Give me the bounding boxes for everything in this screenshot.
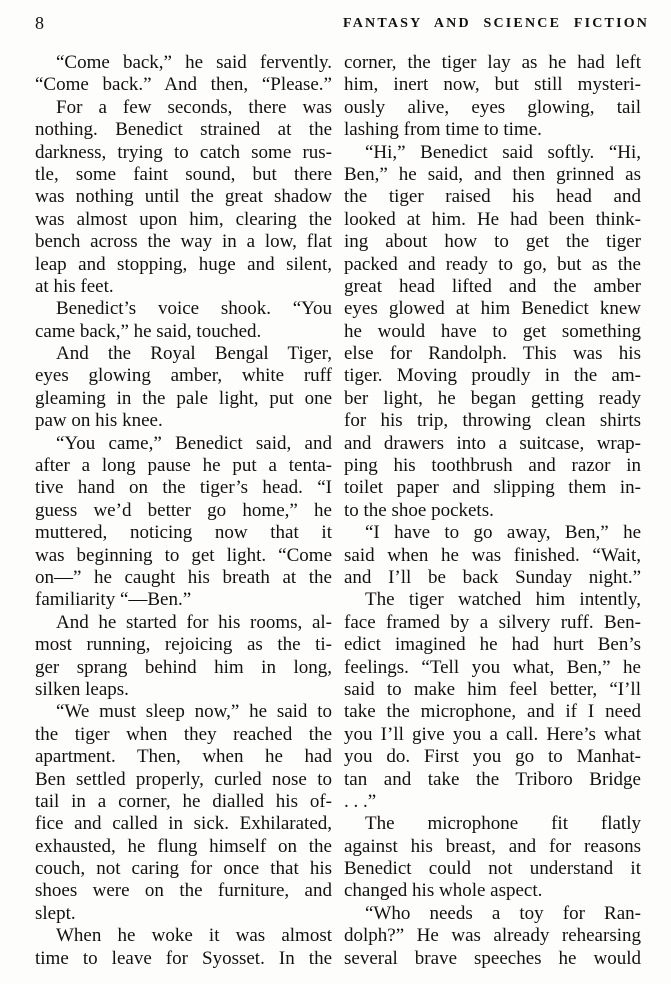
- paragraph: [344, 589, 641, 813]
- text-line: eyes glowing amber, white ruff: [35, 365, 332, 387]
- text-line: on—” he caught his breath at the: [35, 566, 332, 588]
- text-line: ping his toothbrush and razor in: [344, 455, 641, 477]
- text-line: corner, the tiger lay as he had left: [344, 52, 641, 73]
- text-line: was beginning to get light. “Come: [35, 544, 332, 566]
- text-line: most running, rejoicing as the ti-: [35, 634, 332, 656]
- text-line: ger sprang behind him in long,: [35, 656, 332, 678]
- text-line: time to leave for Syosset. In the: [35, 947, 332, 969]
- text-line: And he started for his rooms, al-: [56, 611, 332, 633]
- paragraph: [344, 142, 641, 523]
- text-line: And the Royal Bengal Tiger,: [56, 343, 332, 365]
- text-line: shoes were on the furniture, and: [35, 880, 332, 902]
- text-line: “We must sleep now,” he said to: [56, 701, 332, 723]
- text-line: . . .”: [344, 790, 377, 812]
- text-line: leap and stopping, huge and silent,: [35, 253, 332, 275]
- text-line: to the shoe pockets.: [344, 499, 494, 521]
- text-line: ing about how to get the tiger: [344, 231, 641, 253]
- text-line: changed his whole aspect.: [344, 880, 543, 902]
- text-line: lashing from time to time.: [344, 119, 542, 141]
- text-line: silken leaps.: [35, 678, 129, 700]
- text-line: Benedict could not understand it: [344, 858, 641, 880]
- text-line: “I have to go away, Ben,” he: [365, 522, 641, 544]
- text-line: him, inert now, but still mysteri-: [344, 74, 641, 96]
- text-line: you do. First you go to Manhat-: [344, 746, 641, 768]
- paragraph: [35, 925, 332, 970]
- text-line: he would have to get something: [344, 320, 641, 342]
- text-line: came back,” he said, touched.: [35, 320, 262, 342]
- text-line: Ben,” he said, and then grinned as: [344, 163, 641, 185]
- text-line: “Hi,” Benedict said softly. “Hi,: [365, 141, 641, 163]
- text-line: was nothing until the great shadow: [35, 186, 332, 208]
- text-line: apartment. Then, when he had: [35, 746, 332, 768]
- paragraph: [35, 52, 332, 97]
- text-line: tiger. Moving proudly in the am-: [344, 365, 641, 387]
- paragraph: [344, 52, 641, 142]
- text-line: “You came,” Benedict said, and: [56, 432, 332, 454]
- text-line: Ben settled properly, curled nose to: [35, 768, 332, 790]
- text-line: tan and take the Triboro Bridge: [344, 768, 641, 790]
- text-line: was almost upon him, clearing the: [35, 208, 332, 230]
- text-line: eyes glowed at him Benedict knew: [344, 298, 641, 320]
- text-line: said when he was finished. “Wait,: [344, 544, 641, 566]
- text-line: feelings. “Tell you what, Ben,” he: [344, 656, 641, 678]
- paragraph: [35, 298, 332, 343]
- text-line: dolph?” He was already rehearsing: [344, 925, 641, 947]
- paragraph: [35, 97, 332, 299]
- text-line: toilet paper and slipping them in-: [344, 477, 641, 499]
- paragraph: [344, 522, 641, 589]
- text-line: The tiger watched him intently,: [365, 589, 641, 611]
- text-line: against his breast, and for reasons: [344, 835, 641, 857]
- text-line: packed and ready to go, but as the: [344, 253, 641, 275]
- paragraph: [344, 813, 641, 903]
- text-line: nothing. Benedict strained at the: [35, 119, 332, 141]
- text-line: the tiger when they reached the: [35, 723, 332, 745]
- text-line: “Come back.” And then, “Please.”: [35, 74, 332, 96]
- text-line: paw on his knee.: [35, 410, 163, 432]
- text-line: familiarity “—Ben.”: [35, 589, 192, 611]
- text-line: tail in a corner, he dialled his of-: [35, 790, 332, 812]
- text-line: couch, not caring for once that his: [35, 858, 332, 880]
- text-line: looked at him. He had been think-: [344, 208, 641, 230]
- text-line: slept.: [35, 902, 76, 924]
- text-line: edict imagined he had hurt Ben’s: [344, 634, 641, 656]
- text-line: after a long pause he put a tenta-: [35, 455, 332, 477]
- text-line: take the microphone, and if I need: [344, 701, 641, 723]
- column-left: [35, 52, 332, 970]
- paragraph: [35, 612, 332, 702]
- text-line: The microphone fit flatly: [365, 813, 641, 835]
- text-line: tive hand on the tiger’s head. “I: [35, 477, 332, 499]
- text-line: fice and called in sick. Exhilarated,: [35, 813, 332, 835]
- text-line: ber light, he began getting ready: [344, 387, 641, 409]
- text-line: muttered, noticing now that it: [35, 522, 332, 544]
- text-line: darkness, trying to catch some rus-: [35, 141, 332, 163]
- text-line: great head lifted and the amber: [344, 275, 641, 297]
- running-header: FANTASY AND SCIENCE FICTION: [343, 16, 650, 31]
- text-line: said to make him feel better, “I’ll: [344, 678, 641, 700]
- text-line: When he woke it was almost: [56, 925, 332, 947]
- text-line: “Who needs a toy for Ran-: [365, 902, 641, 924]
- text-line: and I’ll be back Sunday night.”: [344, 566, 641, 588]
- text-line: exhausted, he flung himself on the: [35, 835, 332, 857]
- paragraph: [35, 701, 332, 925]
- column-right: [344, 52, 641, 970]
- text-line: tle, some faint sound, but there: [35, 163, 332, 185]
- text-line: several brave speeches he would: [344, 947, 641, 969]
- text-line: bench across the way in a low, flat: [35, 231, 332, 253]
- text-line: else for Randolph. This was his: [344, 343, 641, 365]
- text-line: and drawers into a suitcase, wrap-: [344, 432, 641, 454]
- text-line: at his feet.: [35, 275, 114, 297]
- text-line: Benedict’s voice shook. “You: [56, 298, 332, 320]
- text-line: For a few seconds, there was: [56, 96, 332, 118]
- text-line: gleaming in the pale light, put one: [35, 387, 332, 409]
- text-line: ously alive, eyes glowing, tail: [344, 96, 641, 118]
- paragraph: [35, 433, 332, 612]
- paragraph: [344, 903, 641, 970]
- text-line: face framed by a silvery ruff. Ben-: [344, 611, 641, 633]
- text-line: the tiger raised his head and: [344, 186, 641, 208]
- text-line: you I’ll give you a call. Here’s what: [344, 723, 641, 745]
- text-line: for his trip, throwing clean shirts: [344, 410, 641, 432]
- page-header: [35, 12, 650, 36]
- text-columns: [35, 52, 641, 970]
- text-line: “Come back,” he said fervently.: [56, 52, 332, 73]
- paragraph: [35, 343, 332, 433]
- page-number: 8: [35, 13, 45, 33]
- text-line: guess we’d better go home,” he: [35, 499, 332, 521]
